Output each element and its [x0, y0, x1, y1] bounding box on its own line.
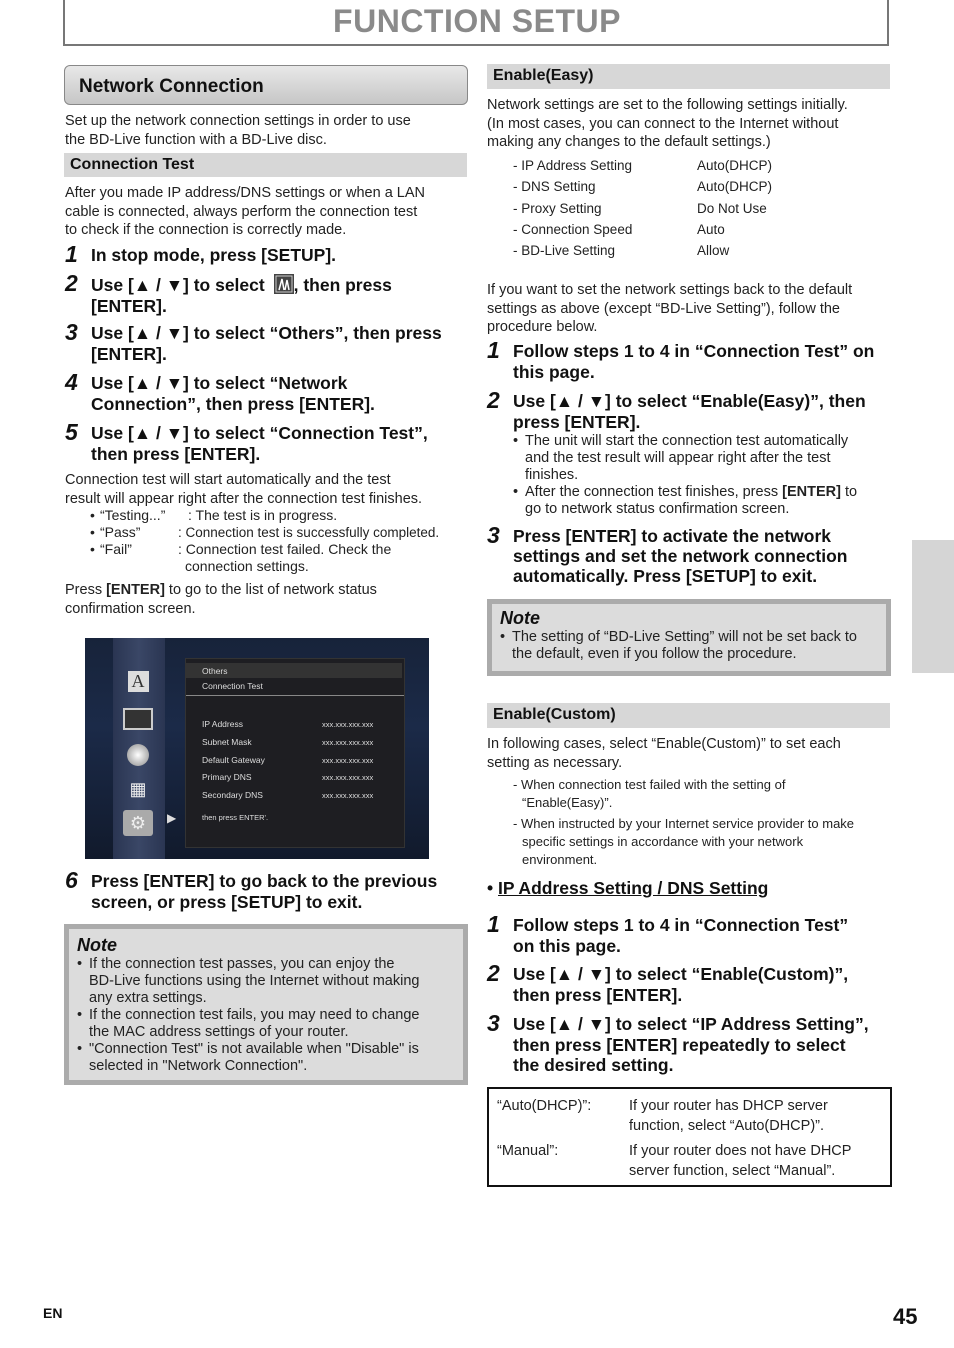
step-text: [91, 871, 471, 913]
step-line: Use [▲ / ▼] to select “Network: [91, 373, 348, 393]
result-item-cont: connection settings.: [185, 558, 309, 574]
note-box: [64, 924, 468, 1085]
page-title: FUNCTION SETUP: [333, 3, 621, 39]
setting-row: - Proxy Setting Do Not Use: [513, 200, 767, 216]
table-value: If your router has DHCP server function, select “Auto(DHCP)”.: [629, 1098, 828, 1134]
note-inner: [492, 604, 886, 671]
setting-row: - Connection Speed Auto: [513, 221, 725, 237]
submenu-title: Connection Test: [202, 681, 263, 691]
page-number: 45: [893, 1304, 918, 1329]
step-line: [ENTER].: [91, 344, 167, 364]
bullet-item: • The unit will start the connection test automatically and the test result will appear right after the test finishes.: [513, 433, 849, 483]
others-icon: ⚙: [123, 810, 153, 836]
step-text: [91, 323, 471, 365]
step-text: Use [▲ / ▼] to select “Enable(Custom)”, then press [ENTER].: [513, 964, 849, 1005]
step-number: 1: [65, 241, 78, 267]
step-number: 1: [487, 911, 500, 937]
menu-title: Others: [202, 666, 228, 676]
table-value: If your router does not have DHCP server function, select “Manual”.: [629, 1143, 852, 1179]
note-item: • If the connection test passes, you can enjoy the BD-Live functions using the Internet without making any extra settings.: [77, 956, 420, 1006]
step-line: Use [▲ / ▼] to select “Others”, then press: [91, 323, 442, 343]
note-title: Note: [77, 935, 117, 955]
note-inner: [69, 929, 463, 1080]
step-number: 4: [65, 369, 78, 395]
table-key: “Manual”:: [497, 1143, 559, 1159]
step-text: In stop mode, press [SETUP].: [91, 245, 337, 265]
screen-row-value: xxx.xxx.xxx.xxx: [322, 720, 374, 729]
step-text: Press [ENTER] to activate the network settings and set the network connection automatically. Press [SETUP] to exit.: [513, 526, 848, 586]
desc-line: cable is connected, always perform the connection test: [65, 203, 418, 220]
step-text: Use [▲ / ▼] to select “IP Address Setting”, then press [ENTER] repeatedly to select the desired setting.: [513, 1014, 869, 1075]
result-line: result will appear right after the connection test finishes.: [65, 490, 423, 507]
result-list: [90, 507, 470, 575]
bullet-item: • After the connection test finishes, press [ENTER] to go to network status confirmation screen.: [513, 484, 858, 517]
language-icon: A: [123, 668, 153, 694]
result-item: • “Fail” : Connection test failed. Check the: [90, 541, 392, 557]
setting-row: - IP Address Setting Auto(DHCP): [513, 158, 773, 173]
note-box: [487, 599, 891, 676]
case-item: - When instructed by your Internet service provider to make specific settings in accordance with your network environment.: [513, 816, 855, 867]
parental-icon: ▦: [129, 778, 147, 799]
screen-row-label: Default Gateway: [202, 755, 265, 765]
step-line: screen, or press [SETUP] to exit.: [91, 892, 363, 912]
step-line: [ENTER].: [91, 296, 167, 316]
screen-row-value: xxx.xxx.xxx.xxx: [322, 791, 374, 800]
connection-test-heading: Connection Test: [64, 153, 467, 177]
step-number: 3: [487, 1010, 500, 1036]
screen-row-value: xxx.xxx.xxx.xxx: [322, 738, 374, 747]
step-line: Use [▲ / ▼] to select: [91, 275, 265, 295]
result-text: [65, 471, 470, 508]
step-text: [91, 274, 471, 317]
step-line: then press [ENTER].: [91, 444, 261, 464]
custom-desc: In following cases, select “Enable(Custom)” to set each setting as necessary.: [487, 736, 841, 771]
desc-line: to check if the connection is correctly made.: [65, 222, 347, 238]
step-number: 2: [487, 387, 500, 413]
note-item: • If the connection test fails, you may need to change the MAC address settings of your router.: [77, 1007, 420, 1040]
step-line: Press [ENTER] to go back to the previous: [91, 871, 438, 891]
case-item: - When connection test failed with the setting of “Enable(Easy)”.: [513, 777, 786, 810]
enable-easy-heading: Enable(Easy): [487, 64, 890, 89]
section-title-network-connection: Network Connection: [64, 65, 468, 105]
desc-line: After you made IP address/DNS settings or when a LAN: [65, 185, 425, 201]
setup-menu-icon: [274, 274, 294, 294]
result-item: • “Pass” : Connection test is successfully completed.: [90, 524, 440, 540]
note-item: • The setting of “BD-Live Setting” will not be set back to the default, even if you follow the procedure.: [500, 629, 857, 662]
step-line: Connection”, then press [ENTER].: [91, 394, 375, 414]
screen-row-label: Subnet Mask: [202, 737, 252, 747]
custom-cases: [513, 776, 898, 869]
screen-row-label: Secondary DNS: [202, 790, 263, 800]
step-number: 2: [65, 270, 78, 296]
intro-line: Set up the network connection settings in order to use: [65, 113, 411, 129]
connection-test-screen: [85, 638, 429, 859]
note-title: Note: [500, 608, 540, 628]
divider: [186, 695, 404, 696]
step-text: Follow steps 1 to 4 in “Connection Test” on this page.: [513, 341, 875, 382]
step-text: Use [▲ / ▼] to select “Enable(Easy)”, then press [ENTER].: [513, 391, 866, 432]
screen-footer: then press ENTER'.: [202, 813, 269, 822]
step-text: Follow steps 1 to 4 in “Connection Test” on this page.: [513, 915, 849, 956]
audio-icon: [123, 742, 153, 768]
selection-arrow-icon: ▶: [167, 811, 177, 825]
step-number: 1: [487, 337, 500, 363]
screen-panel: [185, 658, 405, 848]
side-tab: [912, 540, 954, 673]
default-settings-list: [513, 155, 813, 261]
step2-bullets: [513, 433, 898, 518]
step-number: 3: [487, 522, 500, 548]
step-line: Use [▲ / ▼] to select “Connection Test”,: [91, 423, 428, 443]
screen-row-value: xxx.xxx.xxx.xxx: [322, 756, 374, 765]
setting-table: [487, 1087, 892, 1187]
step-text: [91, 373, 471, 415]
display-icon: [123, 706, 153, 732]
screen-row-label: Primary DNS: [202, 772, 252, 782]
setting-row: - DNS Setting Auto(DHCP): [513, 179, 773, 195]
back-default-text: If you want to set the network settings back to the default settings as above (except “BD-Live Setting”), follow the procedure below.: [487, 282, 853, 335]
enable-custom-heading: Enable(Custom): [487, 703, 890, 728]
connection-test-desc: [65, 184, 470, 240]
setting-row: - BD-Live Setting Allow: [513, 243, 730, 259]
step-number: 5: [65, 419, 78, 445]
step-line: , then press: [293, 275, 392, 295]
step-number: 3: [65, 319, 78, 345]
screen-row-value: xxx.xxx.xxx.xxx: [322, 773, 374, 782]
intro-text: [65, 112, 470, 149]
language-label: EN: [43, 1305, 63, 1321]
table-key: “Auto(DHCP)”:: [497, 1098, 592, 1114]
step-text: [91, 423, 471, 465]
step-number: 6: [65, 867, 78, 893]
result-line: Connection test will start automatically and the test: [65, 472, 391, 488]
screen-row-label: IP Address: [202, 719, 243, 729]
note-item: • "Connection Test" is not available when "Disable" is selected in "Network Connection".: [77, 1041, 419, 1074]
intro-line: the BD-Live function with a BD-Live disc.: [65, 131, 327, 148]
press-enter-text: Press [ENTER] to go to the list of network status confirmation screen.: [65, 582, 377, 617]
easy-desc: Network settings are set to the following settings initially. (In most cases, you can connect to the Internet without making any changes to the default settings.): [487, 97, 848, 150]
result-item: • “Testing...” : The test is in progress.: [90, 507, 338, 523]
step-number: 2: [487, 960, 500, 986]
ip-dns-heading: • IP Address Setting / DNS Setting: [487, 878, 769, 898]
